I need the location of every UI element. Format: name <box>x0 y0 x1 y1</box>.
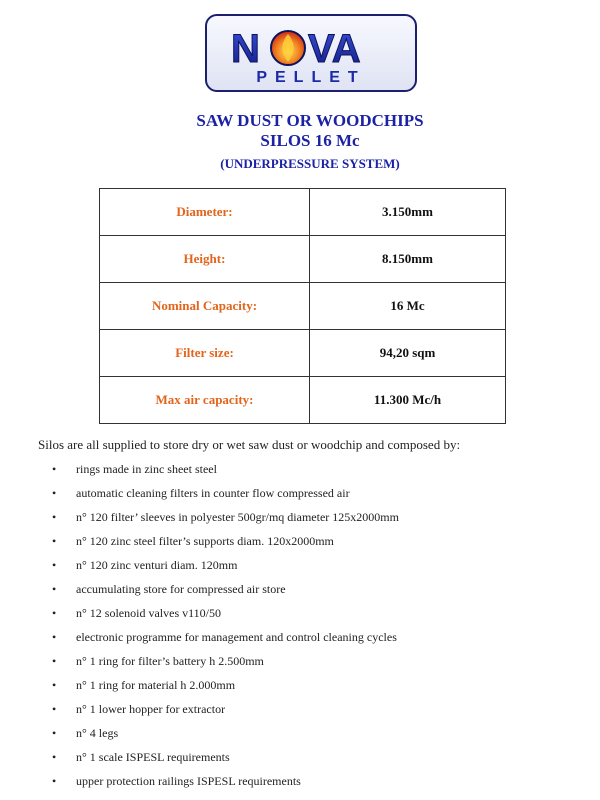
spec-value: 8.150mm <box>310 236 506 283</box>
bullet-icon: • <box>52 534 57 548</box>
list-item-text: n° 1 ring for material h 2.000mm <box>76 678 236 692</box>
spec-value: 94,20 sqm <box>310 330 506 377</box>
bullet-icon: • <box>52 726 57 740</box>
list-item-text: rings made in zinc sheet steel <box>76 462 217 476</box>
bullet-icon: • <box>52 702 57 716</box>
list-item <box>52 582 399 606</box>
list-item <box>52 750 399 774</box>
list-item <box>52 534 399 558</box>
list-item <box>52 774 399 798</box>
bullet-icon: • <box>52 630 57 644</box>
description-intro: Silos are all supplied to store dry or wet saw dust or woodchip and composed by: <box>38 437 461 452</box>
spec-row-air-capacity <box>100 377 506 424</box>
list-item-text: n° 120 zinc steel filter’s supports diam. 120x2000mm <box>76 534 334 548</box>
spec-row-filter-size <box>100 330 506 377</box>
list-item-text: n° 1 scale ISPESL requirements <box>76 750 230 764</box>
list-item <box>52 510 399 534</box>
logo-letter-n: N <box>231 27 260 71</box>
list-item <box>52 558 399 582</box>
spec-label: Filter size: <box>100 330 310 377</box>
spec-label: Max air capacity: <box>100 377 310 424</box>
list-item-text: n° 1 lower hopper for extractor <box>76 702 226 716</box>
document-title: SAW DUST OR WOODCHIPS <box>196 111 424 130</box>
bullet-icon: • <box>52 774 57 788</box>
list-item <box>52 630 399 654</box>
list-item <box>52 726 399 750</box>
list-item <box>52 462 399 486</box>
bullet-icon: • <box>52 606 57 620</box>
spec-value: 16 Mc <box>310 283 506 330</box>
list-item <box>52 486 399 510</box>
list-item <box>52 606 399 630</box>
list-item-text: n° 120 zinc venturi diam. 120mm <box>76 558 238 572</box>
list-item <box>52 678 399 702</box>
list-item-text: accumulating store for compressed air store <box>76 582 286 596</box>
bullet-icon: • <box>52 750 57 764</box>
spec-value: 3.150mm <box>310 189 506 236</box>
system-type-label: (UNDERPRESSURE SYSTEM) <box>220 156 400 171</box>
bullet-icon: • <box>52 582 57 596</box>
feature-list <box>52 462 399 798</box>
bullet-icon: • <box>52 510 57 524</box>
list-item-text: n° 12 solenoid valves v110/50 <box>76 606 222 620</box>
nova-pellet-logo <box>205 14 417 92</box>
list-item <box>52 654 399 678</box>
logo-graphic <box>207 16 415 90</box>
spec-table <box>99 188 506 424</box>
list-item-text: electronic programme for management and control cleaning cycles <box>76 630 397 644</box>
list-item <box>52 702 399 726</box>
spec-row-height <box>100 236 506 283</box>
list-item-text: n° 1 ring for filter’s battery h 2.500mm <box>76 654 264 668</box>
list-item-text: n° 120 filter’ sleeves in polyester 500gr/mq diameter 125x2000mm <box>76 510 399 524</box>
logo-letters-va: VA <box>308 27 361 71</box>
list-item-text: n° 4 legs <box>76 726 119 740</box>
logo-subtext: PELLET <box>256 69 366 86</box>
bullet-icon: • <box>52 558 57 572</box>
document-subtitle: SILOS 16 Mc <box>260 131 360 150</box>
spec-value: 11.300 Mc/h <box>310 377 506 424</box>
list-item-text: automatic cleaning filters in counter flow compressed air <box>76 486 350 500</box>
bullet-icon: • <box>52 486 57 500</box>
list-item-text: upper protection railings ISPESL requirements <box>76 774 301 788</box>
spec-row-diameter <box>100 189 506 236</box>
spec-label: Nominal Capacity: <box>100 283 310 330</box>
bullet-icon: • <box>52 462 57 476</box>
bullet-icon: • <box>52 654 57 668</box>
bullet-icon: • <box>52 678 57 692</box>
spec-row-capacity <box>100 283 506 330</box>
spec-label: Height: <box>100 236 310 283</box>
spec-label: Diameter: <box>100 189 310 236</box>
